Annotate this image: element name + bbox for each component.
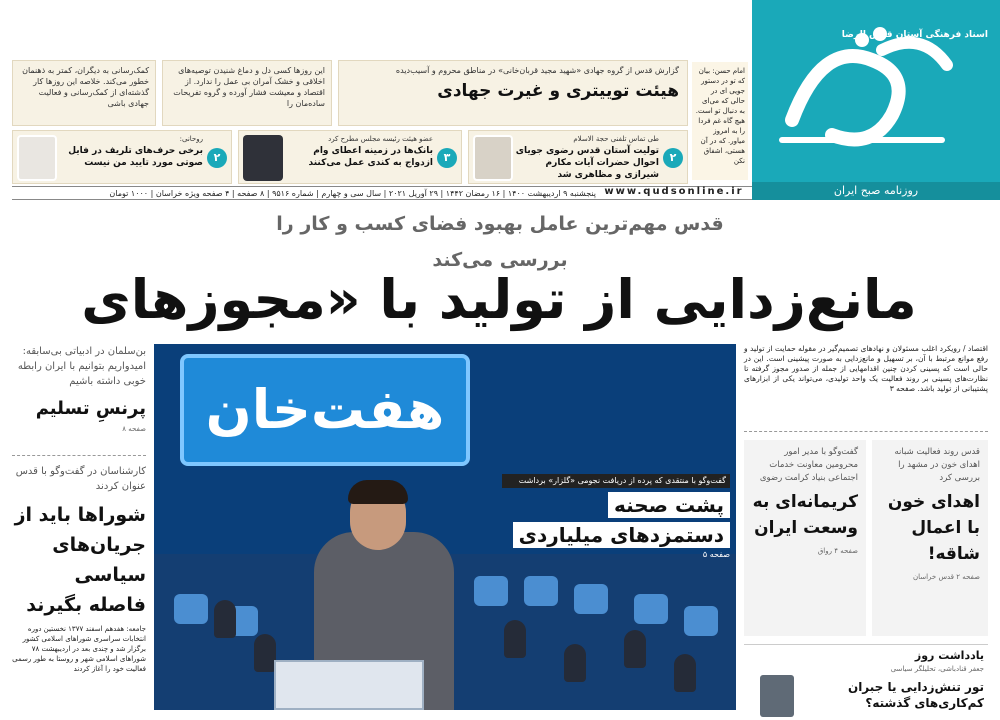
teaser-column-2[interactable] (162, 60, 332, 126)
page-number-badge: ۳ (437, 148, 457, 168)
quds-logo-icon (762, 20, 962, 160)
audience-member (504, 620, 526, 658)
page-number-badge: ۲ (207, 148, 227, 168)
teaser-kicker: کمک‌رسانی به دیگران، کمتر به ذهنمان خطور می‌کند. خلاصه این روزها کار گذشته‌ای از کمک‌رسانی و فعالیت جهادی باشی (22, 66, 149, 108)
note-tag: یادداشت روز (914, 649, 984, 662)
issue-info: پنجشنبه ۹ اردیبهشت ۱۴۰۰ | ۱۶ رمضان ۱۴۴۲ | ۲۹ آوریل ۲۰۲۱ | سال سی و چهارم | شماره ۹۵۱۶ | ۸ صفحه | ۴ صفحه ویژه خراسان | ۱۰۰۰ تومان (109, 189, 596, 198)
story-headline: اهدای خون با اعمال شاقه! (887, 492, 980, 564)
news-kicker: روحانی: (179, 135, 203, 143)
story-kicker: کارشناسان در گفت‌وگو با قدس عنوان کردند (15, 466, 146, 492)
daily-quote: امام حسن: بیان که تو در دستور جویی ای در حالی که می‌ای به دنبال تو است. هیچ گاه غم فردا را به امروز میاور. که در آن هستی، اشفاق نکن (692, 62, 748, 180)
show-logo-sign (180, 354, 470, 466)
editorial-note[interactable] (744, 644, 988, 720)
audience-seat (474, 576, 508, 606)
website-link[interactable]: www.qudsonline.ir (604, 186, 744, 197)
main-subhead: قدس مهم‌ترین عامل بهبود فضای کسب و کار را بررسی می‌کند (276, 213, 724, 271)
masthead-tagline: روزنامه صبح ایران (752, 182, 1000, 200)
news-headline: تولیت آستان قدس رضوی جویای احوال حضرات آیات مکارم شیرازی و مظاهری شد (515, 146, 659, 180)
teaser-kicker: این روزها کسی دل و دماغ شنیدن توصیه‌های اخلاقی و خشک آمران بی عمل را ندارد. از اقتصاد و معیشت فشار آورده و گروه تفریحات ساده‌مان را (173, 66, 325, 108)
teaser-headline: هیئت توییتری و غیرت جهادی (437, 81, 679, 101)
audience-seat (524, 576, 558, 606)
story-prince[interactable] (12, 344, 146, 456)
teaser-jihadi[interactable] (338, 60, 688, 126)
audience-member (214, 600, 236, 638)
news-headline: بانک‌ها در زمینه اعطای وام ازدواج به کندی عمل می‌کنند (308, 146, 433, 168)
audience-seat (684, 606, 718, 636)
story-kicker: بن‌سلمان در ادبیاتی بی‌سابقه: امیدواریم بتوانیم با ایران رابطه خوبی داشته باشیم (17, 346, 146, 387)
audience-member (624, 630, 646, 668)
show-logo-text: هفت‌خان (205, 378, 445, 441)
audience-member (254, 634, 276, 672)
page-number-badge: ۲ (663, 148, 683, 168)
news-item-banks[interactable] (238, 130, 462, 184)
author-portrait (760, 675, 794, 717)
photo-kicker: گفت‌وگو با منتقدی که پرده از دریافت نجومی «گلزار» برداشت (502, 474, 730, 488)
page-ref: صفحه ۲ قدس خراسان (912, 573, 980, 581)
lead-story-text[interactable]: اقتصاد / رویکرد اغلب مسئولان و نهادهای تصمیم‌گیر در مقوله حمایت از تولید و رفع موانع مرتبط با آن، بر تسهیل و مانع‌زدایی به صورت پیشینی است. این در حالی است که پسینی کردن چنین اقدامهایی از جمله از صدور مجوز گرفته تا نظارت‌های پسینی بر روند فعالیت یک واحد تولیدی، می‌تواند یکی از ابزارهای پشتیبانی از تولید باشد. صفحه ۳ (744, 344, 988, 432)
story-headline: کریمانه‌ای به وسعت ایران (752, 492, 858, 538)
left-column (12, 344, 146, 720)
teaser-kicker: گزارش قدس از گروه جهادی «شهید مجید قربان‌خانی» در مناطق محروم و آسیب‌دیده (395, 66, 679, 75)
story-blood-donation[interactable] (872, 440, 988, 636)
top-teaser-row (12, 60, 688, 126)
photo-title-line1: پشت صحنه (608, 492, 730, 518)
news-kicker: عضو هیئت رئیسه مجلس مطرح کرد (328, 135, 433, 143)
rouhani-portrait (17, 135, 57, 181)
news-headline: برخی حرف‌های تلریف در فایل صوتی مورد تایید من نیست (68, 146, 203, 168)
host-hair (348, 480, 408, 504)
story-kicker: قدس روند فعالیت شبانه اهدای خون در مشهد را بررسی کرد (894, 447, 980, 483)
audience-seat (634, 594, 668, 624)
story-karamat[interactable] (744, 440, 866, 636)
photo-title-line2: دستمزدهای میلیاردی (513, 522, 730, 548)
top-news-row (12, 130, 688, 184)
audience-seat (574, 584, 608, 614)
cleric-portrait (473, 135, 513, 181)
main-headline[interactable]: مانع‌زدایی از تولید با «مجوزهای (81, 268, 917, 331)
studio-desk (274, 660, 424, 710)
story-headline: شوراها باید از جریان‌های سیاسی فاصله بگیرند (14, 504, 146, 616)
right-column (744, 344, 988, 720)
masthead[interactable] (752, 0, 1000, 200)
audience-member (674, 654, 696, 692)
story-excerpt: جامعه: هفدهم اسفند ۱۳۷۷ نخستین دوره انتخابات سراسری شوراهای اسلامی کشور برگزار شد و چندی بعد در اردیبهشت ۷۸ شوراهای اسلامی شهر و روستا به طور رسمی فعالیت خود را آغاز کردند (12, 625, 146, 673)
audience-seat (174, 594, 208, 624)
audience-member (564, 644, 586, 682)
story-headline: پرنسِ تسلیم (35, 398, 146, 419)
news-kicker: طی تماس تلفنی حجة الاسلام (573, 135, 659, 143)
note-author: جعفر قنادباشی، تحلیلگر سیاسی (890, 665, 984, 673)
page-ref: صفحه ۴ رواق (817, 547, 858, 555)
lead-photo[interactable] (154, 344, 736, 710)
page-ref: صفحه ۵ (702, 550, 730, 559)
news-item-astan[interactable] (468, 130, 688, 184)
note-title: تور تنش‌زدایی یا جبران کم‌کاری‌های گذشته؟ (847, 680, 984, 710)
news-item-rouhani[interactable] (12, 130, 232, 184)
photo-caption[interactable] (502, 474, 730, 564)
mp-portrait (243, 135, 283, 181)
story-kicker: گفت‌وگو با مدیر امور محرومین معاونت خدمات اجتماعی بنیاد کرامت رضوی (759, 447, 858, 483)
page-ref: صفحه ۸ (122, 425, 146, 433)
masthead-subtitle: اسناد فرهنگی آستان قدس الرضا (841, 30, 988, 40)
teaser-column-3[interactable] (12, 60, 156, 126)
story-councils[interactable] (12, 464, 146, 720)
